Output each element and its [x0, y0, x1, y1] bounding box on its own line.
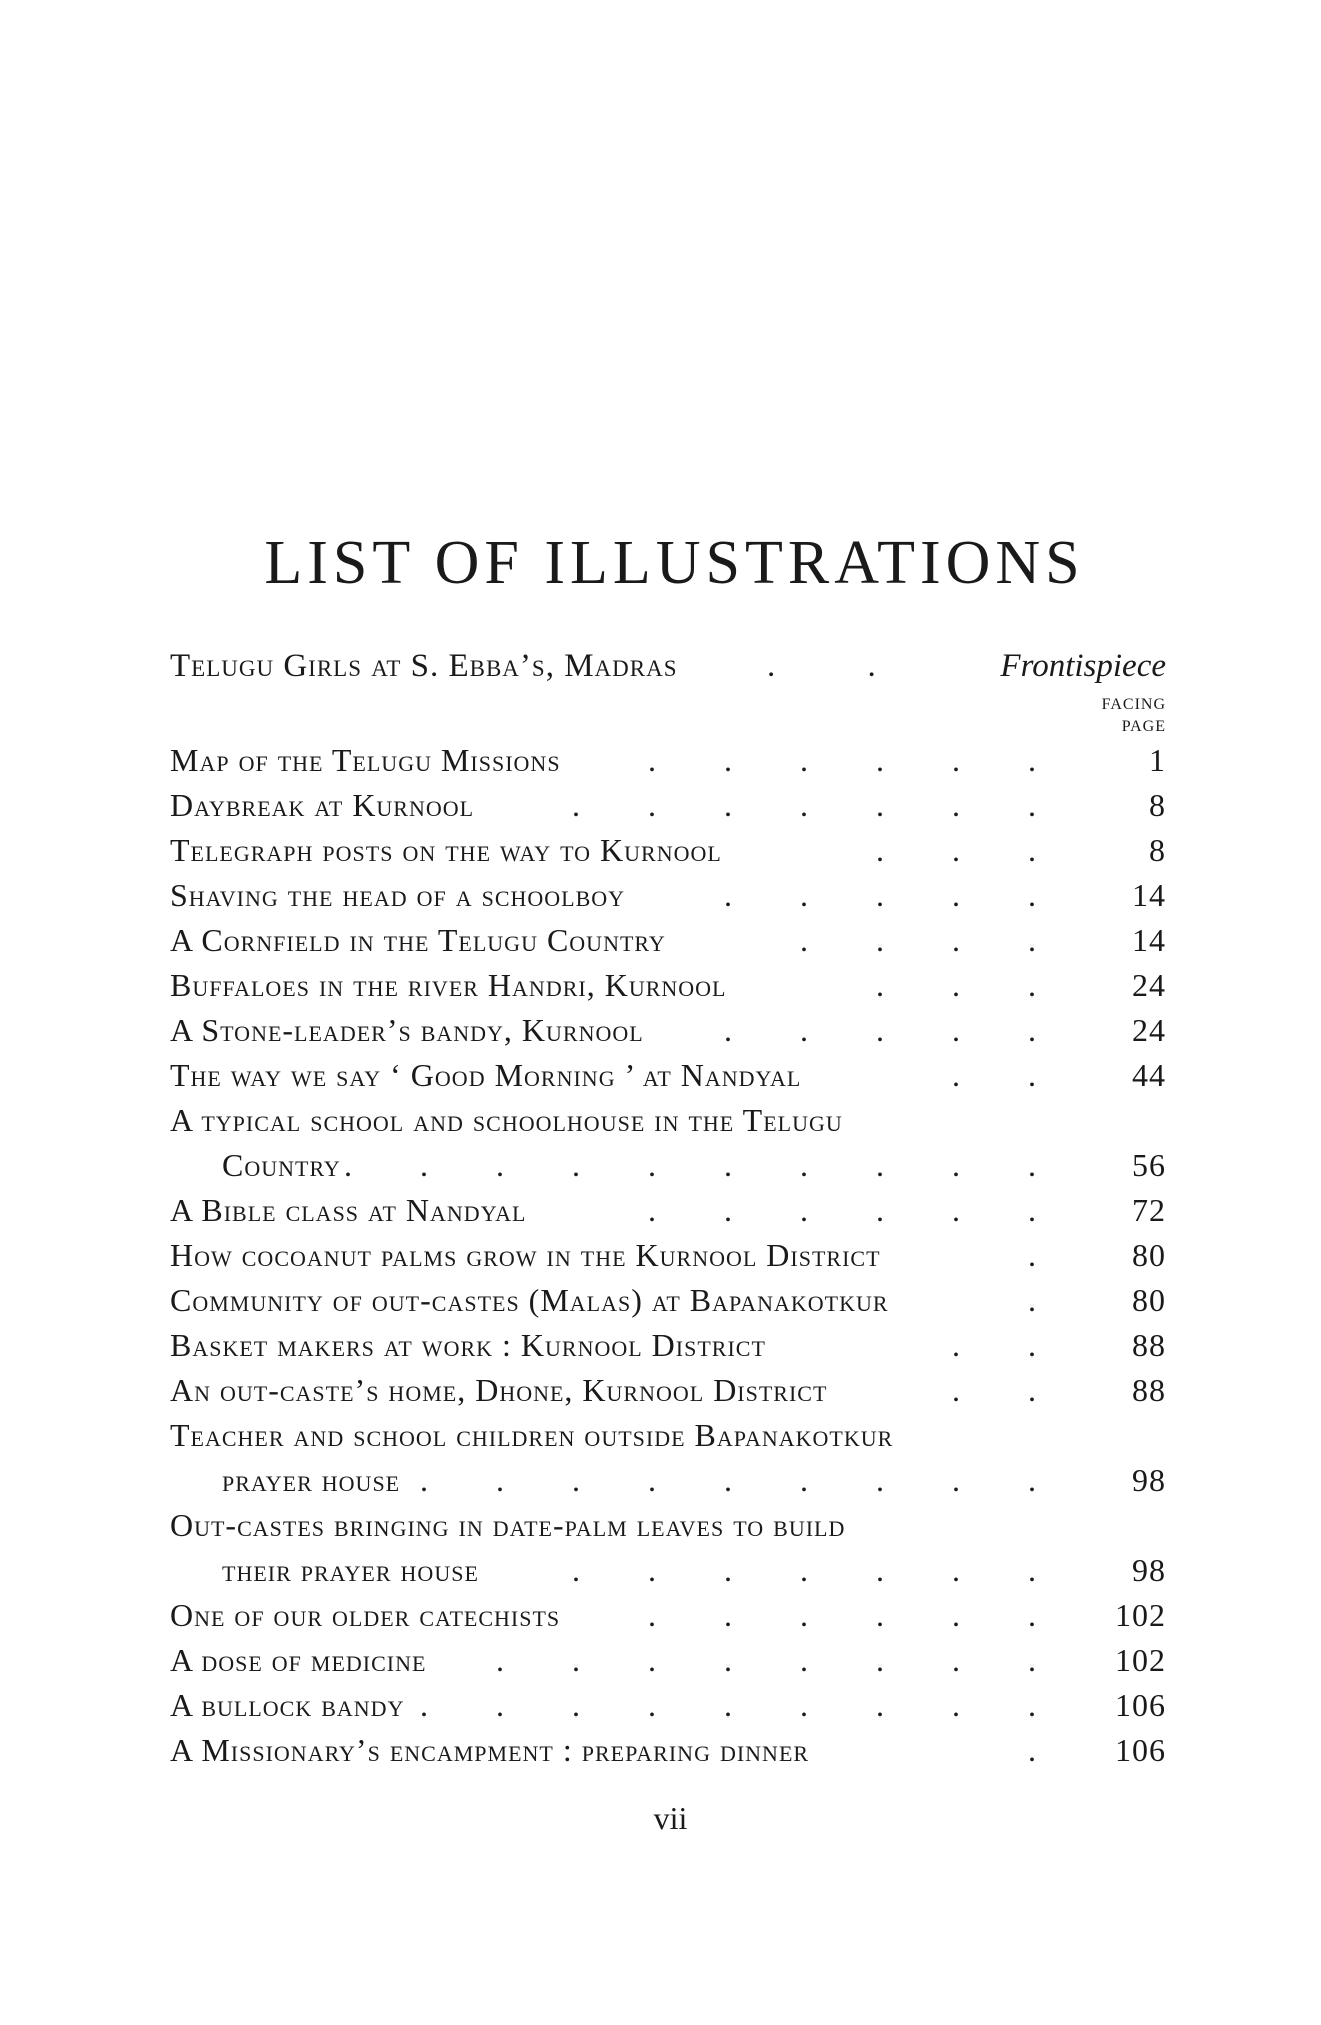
dot-leader: . . . . . .: [648, 742, 1066, 778]
facing-page-number: 8: [1149, 787, 1166, 823]
illustration-caption-line: Buffaloes in the river Handri, Kurnool: [170, 967, 727, 1003]
illustration-entry: [170, 828, 1166, 873]
illustration-caption-line: Daybreak at Kurnool: [170, 787, 475, 823]
facing-page-number: 106: [1115, 1732, 1166, 1768]
illustration-caption-line: Out-castes bringing in date-palm leaves to build: [170, 1507, 846, 1543]
illustration-caption-line: A Bible class at Nandyal: [170, 1192, 527, 1228]
facing-page-number: 80: [1132, 1237, 1166, 1273]
dot-leader: . . . . . .: [648, 1597, 1066, 1633]
dot-leader: . . . . . . .: [572, 1552, 1066, 1588]
illustration-caption-line: A Cornfield in the Telugu Country: [170, 922, 666, 958]
frontispiece-label: Frontispiece: [1000, 648, 1166, 684]
frontispiece-leader: . .: [767, 648, 918, 684]
illustration-entry: [170, 1683, 1166, 1728]
page-title: LIST OF ILLUSTRATIONS: [264, 529, 1085, 597]
illustration-caption-line: Basket makers at work : Kurnool District: [170, 1327, 766, 1363]
illustration-caption-line: Map of the Telugu Missions: [170, 742, 561, 778]
illustration-entry: [170, 1323, 1166, 1368]
page-label: PAGE: [1121, 718, 1166, 735]
facing-page-number: 24: [1132, 967, 1166, 1003]
illustration-caption-line: How cocoanut palms grow in the Kurnool District: [170, 1237, 881, 1273]
illustration-entry: [170, 918, 1166, 963]
illustration-entry: [170, 1413, 1166, 1503]
facing-page-number: 1: [1149, 742, 1166, 778]
dot-leader: . . . . . . . .: [496, 1642, 1066, 1678]
facing-page-number: 102: [1115, 1597, 1166, 1633]
illustrations-list: [170, 738, 1166, 1773]
facing-page-number: 44: [1132, 1057, 1166, 1093]
illustration-caption-line: An out-caste’s home, Dhone, Kurnool District: [170, 1372, 828, 1408]
illustration-entry: [170, 738, 1166, 783]
illustration-caption-line: Telegraph posts on the way to Kurnool: [170, 832, 722, 868]
illustration-entry: [170, 1638, 1166, 1683]
dot-leader: .: [1028, 1237, 1066, 1273]
illustration-caption-line: A Missionary’s encampment : preparing dinner: [170, 1732, 810, 1768]
illustration-entry: [170, 963, 1166, 1008]
page-number: vii: [653, 1800, 688, 1836]
dot-leader: . . .: [876, 832, 1066, 868]
illustration-entry: [170, 1278, 1166, 1323]
dot-leader: . . . . . . . . .: [420, 1687, 1066, 1723]
illustration-entry: [170, 1008, 1166, 1053]
dot-leader: . . . . . . . . . .: [344, 1147, 1066, 1183]
illustration-caption-line: The way we say ‘ Good Morning ’ at Nandyal: [170, 1057, 802, 1093]
facing-page-number: 102: [1115, 1642, 1166, 1678]
facing-page-number: 98: [1132, 1462, 1166, 1498]
facing-page-number: 24: [1132, 1012, 1166, 1048]
dot-leader: . . .: [876, 967, 1066, 1003]
illustration-caption-line: prayer house: [222, 1462, 401, 1498]
facing-label: FACING: [1101, 696, 1166, 713]
facing-page-number: 72: [1132, 1192, 1166, 1228]
illustration-entry: [170, 1368, 1166, 1413]
facing-page-number: 56: [1132, 1147, 1166, 1183]
illustration-entry: [170, 1233, 1166, 1278]
illustration-entry: [170, 1593, 1166, 1638]
dot-leader: . . . . .: [724, 877, 1066, 913]
illustration-caption-line: A bullock bandy: [170, 1687, 405, 1723]
illustration-caption-line: A dose of medicine: [170, 1642, 427, 1678]
illustration-caption-line: Country: [222, 1147, 341, 1183]
facing-page-number: 14: [1132, 877, 1166, 913]
dot-leader: . . . . . . .: [572, 787, 1066, 823]
dot-leader: . . . . . . . . .: [420, 1462, 1066, 1498]
illustration-entry: [170, 1728, 1166, 1773]
dot-leader: . . . . . .: [648, 1192, 1066, 1228]
illustration-entry: [170, 1098, 1166, 1188]
facing-page-header: [1046, 694, 1166, 738]
facing-page-number: 88: [1132, 1327, 1166, 1363]
dot-leader: . . . .: [800, 922, 1066, 958]
facing-page-number: 8: [1149, 832, 1166, 868]
facing-page-number: 14: [1132, 922, 1166, 958]
facing-page-number: 88: [1132, 1372, 1166, 1408]
illustration-caption-line: One of our older catechists: [170, 1597, 561, 1633]
dot-leader: . .: [952, 1057, 1066, 1093]
frontispiece-caption: Telugu Girls at S. Ebba’s, Madras: [170, 648, 678, 684]
illustration-caption-line: Community of out-castes (Malas) at Bapanakotkur: [170, 1282, 889, 1318]
illustration-entry: [170, 1188, 1166, 1233]
illustration-caption-line: A Stone-leader’s bandy, Kurnool: [170, 1012, 644, 1048]
illustration-entry: [170, 1503, 1166, 1593]
illustration-caption-line: A typical school and schoolhouse in the Telugu: [170, 1102, 843, 1138]
frontispiece-entry: [170, 648, 1166, 685]
illustration-entry: [170, 783, 1166, 828]
dot-leader: . . . . .: [724, 1012, 1066, 1048]
dot-leader: .: [1028, 1282, 1066, 1318]
illustration-entry: [170, 873, 1166, 918]
illustration-caption-line: their prayer house: [222, 1552, 479, 1588]
dot-leader: . .: [952, 1327, 1066, 1363]
facing-page-number: 98: [1132, 1552, 1166, 1588]
illustration-caption-line: Shaving the head of a schoolboy: [170, 877, 626, 913]
facing-page-number: 80: [1132, 1282, 1166, 1318]
illustration-entry: [170, 1053, 1166, 1098]
illustration-caption-line: Teacher and school children outside Bapanakotkur: [170, 1417, 894, 1453]
dot-leader: . .: [952, 1372, 1066, 1408]
facing-page-number: 106: [1115, 1687, 1166, 1723]
dot-leader: .: [1028, 1732, 1066, 1768]
